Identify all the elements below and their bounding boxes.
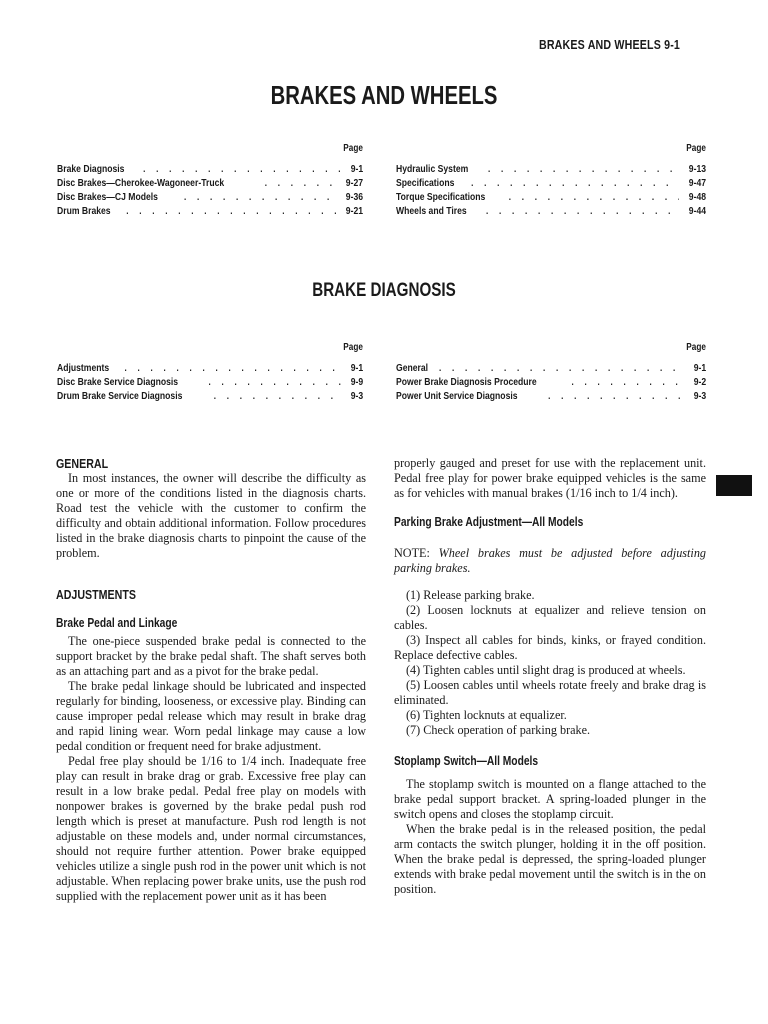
toc-entry: Specifications . . . 9-47	[396, 176, 706, 190]
brake-pedal-heading: Brake Pedal and Linkage	[56, 616, 178, 630]
general-heading: GENERAL	[56, 456, 109, 471]
toc-page-label: Page	[343, 143, 363, 154]
toc-entry: Disc Brake Service Diagnosis . . . 9-9	[57, 375, 363, 389]
stoplamp-paragraph: The stoplamp switch is mounted on a flange attached to the brake pedal support bracket. A spring-loaded plunger in the switch opens and closes the stoplamp circuit.	[394, 777, 706, 821]
toc-entry: Hydraulic System . . . 9-13	[396, 162, 706, 176]
stoplamp-heading: Stoplamp Switch—All Models	[394, 754, 539, 768]
running-head: BRAKES AND WHEELS 9-1	[538, 37, 680, 52]
body-paragraph: properly gauged and preset for use with the replacement unit. Pedal free play for power brake equipped vehicles is the same as for vehicles with manual brakes (1/16 inch to 1/4 inch).	[394, 456, 706, 500]
toc-diagnosis-right	[396, 342, 706, 403]
toc-entry: Brake Diagnosis . . . 9-1	[57, 162, 363, 176]
toc-entry: Adjustments . . . 9-1	[57, 361, 363, 375]
toc-entry: Power Unit Service Diagnosis . . . 9-3	[396, 389, 706, 403]
section-title: BRAKE DIAGNOSIS	[312, 280, 456, 301]
parking-brake-heading: Parking Brake Adjustment—All Models	[394, 515, 584, 529]
toc-page-label: Page	[686, 342, 706, 353]
toc-page-label: Page	[686, 143, 706, 154]
pedal-paragraph: The one-piece suspended brake pedal is connected to the support bracket by the brake pedal shaft. The shaft serves both as an attaching part and as a pivot for the brake pedal.	[56, 634, 366, 678]
stoplamp-paragraph: When the brake pedal is in the released position, the pedal arm contacts the switch plunger, holding it in the off position. When the brake pedal is depressed, the spring-loaded plunger extends with brake pedal movement until the switch is in the on position.	[394, 822, 706, 896]
left-column	[56, 456, 366, 904]
toc-entry: Disc Brakes—CJ Models . . . 9-36	[57, 190, 363, 204]
toc-entry: Power Brake Diagnosis Procedure . . . 9-2	[396, 375, 706, 389]
toc-entry: Torque Specifications . . . 9-48	[396, 190, 706, 204]
toc-entry: Disc Brakes—Cherokee-Wagoneer-Truck . . . 9-27	[57, 176, 363, 190]
toc-entry: Wheels and Tires . . . 9-44	[396, 204, 706, 218]
note-label: NOTE:	[394, 546, 430, 560]
general-paragraph: In most instances, the owner will describe the difficulty as one or more of the conditions listed in the diagnosis charts. Road test the vehicle with the customer to confirm the difficulty and obtain additional information. Follow procedures listed in the brake diagnosis charts to pinpoint the cause of the problem.	[56, 471, 366, 560]
right-column	[394, 456, 706, 897]
toc-main-right	[396, 143, 706, 218]
step-item: (2) Loosen locknuts at equalizer and relieve tension on cables.	[394, 603, 706, 632]
step-item: (5) Loosen cables until wheels rotate freely and brake drag is eliminated.	[394, 678, 706, 707]
toc-page-label: Page	[343, 342, 363, 353]
step-item: (4) Tighten cables until slight drag is produced at wheels.	[406, 663, 686, 677]
toc-entry: General . . . 9-1	[396, 361, 706, 375]
toc-entry: Drum Brake Service Diagnosis . . . 9-3	[57, 389, 363, 403]
toc-main-left	[57, 143, 363, 218]
pedal-paragraph: The brake pedal linkage should be lubricated and inspected regularly for binding, looseness, or excessive play. Binding can cause improper pedal release which may result in brake drag and rapid lining wear. Worn pedal linkage may cause a low pedal condition or frequent need for brake adjustment.	[56, 679, 366, 753]
toc-diagnosis-left	[57, 342, 363, 403]
step-item: (1) Release parking brake.	[406, 588, 535, 602]
note-text: Wheel brakes must be adjusted before adjusting parking brakes.	[394, 546, 707, 575]
section-thumb-tab	[716, 475, 752, 496]
adjustments-heading: ADJUSTMENTS	[56, 587, 136, 602]
step-item: (6) Tighten locknuts at equalizer.	[406, 708, 567, 722]
step-item: (3) Inspect all cables for binds, kinks, or frayed condition. Replace defective cables.	[394, 633, 706, 662]
page-title: BRAKES AND WHEELS	[270, 80, 498, 110]
step-item: (7) Check operation of parking brake.	[406, 723, 591, 737]
note	[394, 546, 706, 576]
toc-entry: Drum Brakes . . . 9-21	[57, 204, 363, 218]
pedal-paragraph: Pedal free play should be 1/16 to 1/4 inch. Inadequate free play can result in brake drag or grab. Excessive free play can result in a low brake pedal. Pedal free play on models with nonpower brakes is governed by the brake pedal push rod length which is preset at manufacture. Push rod length is not adjustable on these models and, under normal circumstances, should not require further attention. Power brake equipped vehicles utilize a single push rod in the power unit which is not adjustable. When replacing power brake units, use the push rod supplied with the replacement power unit as it has been	[56, 754, 366, 903]
